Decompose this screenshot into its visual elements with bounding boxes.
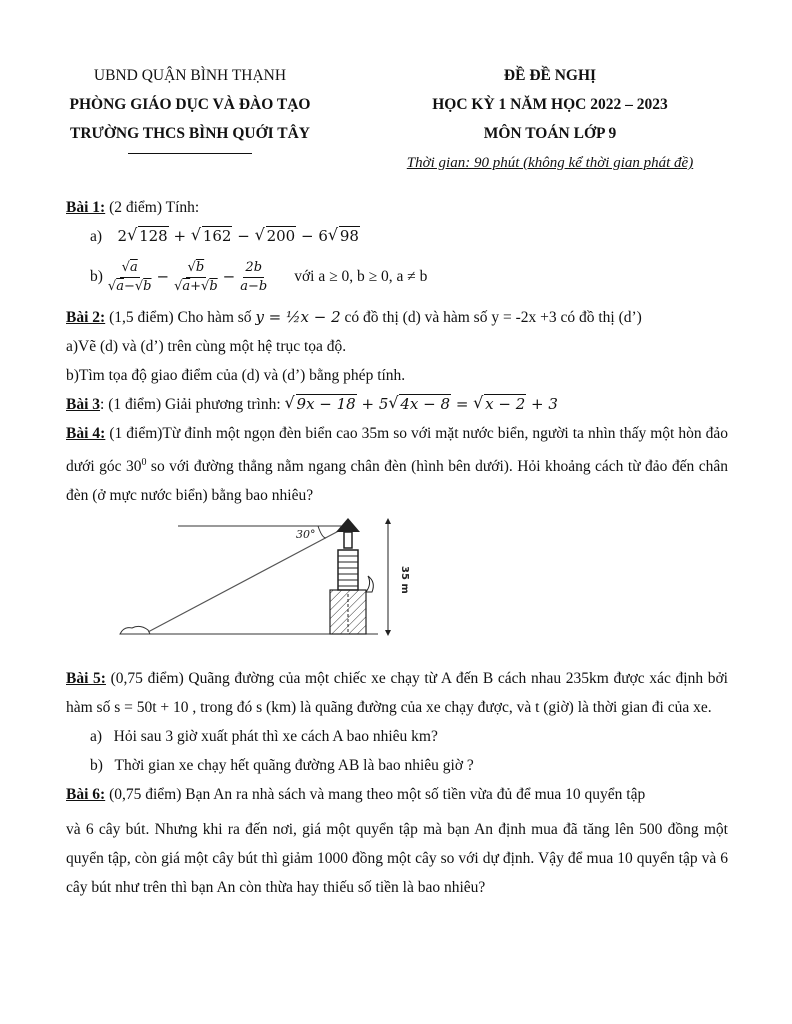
- lighthouse-diagram: [112, 514, 412, 640]
- operator: +: [168, 227, 191, 245]
- radicand: 162: [202, 227, 232, 245]
- operator: + 5: [356, 395, 389, 413]
- coef: 2: [117, 227, 128, 245]
- operator: =: [451, 395, 474, 413]
- district-name: UBND QUẬN BÌNH THẠNH: [93, 67, 287, 84]
- lighthouse-lamp: [344, 532, 352, 548]
- bai5-title: Bài 5:: [66, 670, 106, 688]
- bai2-heading: [66, 303, 728, 332]
- bai5-part-a: [66, 722, 728, 751]
- exam-duration: Thời gian: 90 phút (không kể thời gian phát đề): [406, 155, 694, 171]
- flame-icon: [366, 576, 373, 592]
- bai1-a-expression: 2 √ 128 + √ 162 − √ 200 − 6 √ 98: [117, 225, 359, 245]
- bai1-intro: (2 điểm) Tính:: [105, 199, 200, 216]
- bai4-text: [66, 419, 728, 510]
- height-label: 35 m: [399, 566, 410, 594]
- bai1-title: Bài 1:: [66, 199, 106, 216]
- radicand: 98: [339, 227, 359, 245]
- angle-arc: [318, 526, 326, 538]
- bai5-a-text: Hỏi sau 3 giờ xuất phát thì xe cách A bao nhiêu km?: [113, 728, 438, 746]
- radicand: x − 2: [485, 395, 526, 413]
- bai4-text-b: so với đường thẳng nằm ngang chân đèn (hình bên dưới). Hỏi khoảng cách từ đảo đến chân đèn (ở mực nước biển) bằng bao nhiêu?: [66, 458, 728, 505]
- bai2-part-b: b)Tìm tọa độ giao điểm của (d) và (d’) bằng phép tính.: [66, 367, 406, 384]
- bai6-text: và 6 cây bút. Nhưng khi ra đến nơi, giá một quyển tập mà bạn An định mua đã tăng lên 500 đồng một quyển tập, còn giá một cây bút thì giảm 1000 đồng một cây so với dự định. Vậy để mua 10 quyển tập và 6 cây bút như trên thì bạn An còn thừa hay thiếu số tiền là bao nhiêu?: [66, 821, 728, 897]
- bai2-mid: có đồ thị (d) và hàm số y = -2x +3 có đồ thị (d’): [340, 309, 642, 326]
- exam-type: ĐỀ ĐỀ NGHỊ: [503, 67, 597, 84]
- school-name: TRƯỜNG THCS BÌNH QUỚI TÂY: [69, 125, 310, 142]
- lighthouse-roof: [336, 518, 360, 532]
- exam-subject: MÔN TOÁN LỚP 9: [483, 125, 617, 142]
- bai2-function-d: y = ½x − 2: [255, 308, 341, 326]
- bai3-title: Bài 3: [66, 396, 101, 413]
- bai1-part-a: [66, 222, 728, 251]
- lighthouse-figure: [66, 514, 728, 662]
- operator: + 3: [526, 395, 558, 413]
- bai1-heading: [66, 193, 728, 222]
- bai3-heading: [66, 390, 728, 419]
- exam-body: [66, 193, 728, 902]
- fraction: [238, 259, 269, 296]
- bai5-text: [66, 664, 728, 722]
- numerator: a: [129, 259, 138, 275]
- bai1-b-condition: với a ≥ 0, b ≥ 0, a ≠ b: [294, 268, 428, 285]
- numerator: b: [195, 259, 205, 275]
- bai5-b-label: b): [90, 757, 103, 775]
- bai3-equation: √ 9x − 18 + 5 √ 4x − 8 = √ x − 2 + 3: [284, 393, 558, 413]
- bai6-heading: [66, 780, 728, 809]
- bai1-b-label: b): [90, 268, 103, 285]
- bai4-text-a: (1 điểm)Từ đỉnh một ngọn đèn biển cao 35m so với mặt nước biển, người ta nhìn thấy một hòn đảo dưới góc 30: [66, 425, 728, 476]
- radicand: 128: [139, 227, 168, 245]
- bai1-part-b: [66, 251, 728, 303]
- angle-label: 30°: [296, 528, 316, 542]
- operator: −: [232, 227, 255, 245]
- exam-term: HỌC KỲ 1 NĂM HỌC 2022 – 2023: [432, 96, 668, 113]
- line-of-sight: [148, 526, 348, 632]
- bai4-title: Bài 4:: [66, 425, 106, 442]
- denominator: a−b: [240, 278, 268, 294]
- fraction: $\frac{√b}{√a+√b}$: [174, 259, 218, 294]
- numerator: 2b: [243, 259, 264, 278]
- radicand: 9x − 18: [296, 395, 356, 413]
- department-name: PHÒNG GIÁO DỤC VÀ ĐÀO TẠO: [69, 96, 311, 113]
- bai5-b-text: Thời gian xe chạy hết quãng đường AB là bao nhiêu giờ ?: [114, 757, 474, 775]
- bai5-part-b: [66, 751, 728, 780]
- fraction: $\frac{√a}{√a-√b}$: [107, 259, 152, 294]
- bai2-intro: (1,5 điểm) Cho hàm số: [105, 309, 256, 326]
- bai6-line1: (0,75 điểm) Bạn An ra nhà sách và mang theo một số tiền vừa đủ để mua 10 quyển tập: [105, 786, 646, 804]
- header-left: [40, 62, 340, 154]
- bai2-part-a: a)Vẽ (d) và (d’) trên cùng một hệ trục tọa độ.: [66, 338, 347, 355]
- header-right: [370, 62, 730, 178]
- bai6-title: Bài 6:: [66, 786, 106, 804]
- radicand: 200: [266, 227, 296, 245]
- operator: − 6: [296, 227, 328, 245]
- bai1-a-label: a): [90, 228, 103, 245]
- radicand: 4x − 8: [400, 395, 451, 413]
- header-divider: [128, 153, 252, 154]
- bai2-title: Bài 2:: [66, 309, 106, 326]
- bai3-intro: : (1 điểm) Giải phương trình:: [100, 396, 285, 413]
- bai5-a-label: a): [90, 728, 103, 746]
- degree-mark: 0: [141, 457, 147, 468]
- island-icon: [120, 627, 150, 635]
- bai5-body: (0,75 điểm) Quãng đường của một chiếc xe chạy từ A đến B cách nhau 235km được xác định bởi hàm số s = 50t + 10 , trong đó s (km) là quãng đường của xe chạy được, và t (giờ) là thời gian đi của xe.: [66, 670, 728, 717]
- bai1-b-expression: $\frac{√a}{√a-√b}$ − $\frac{√b}{√a+√b}$ − $\frac{2b}{a-b}$: [107, 259, 268, 294]
